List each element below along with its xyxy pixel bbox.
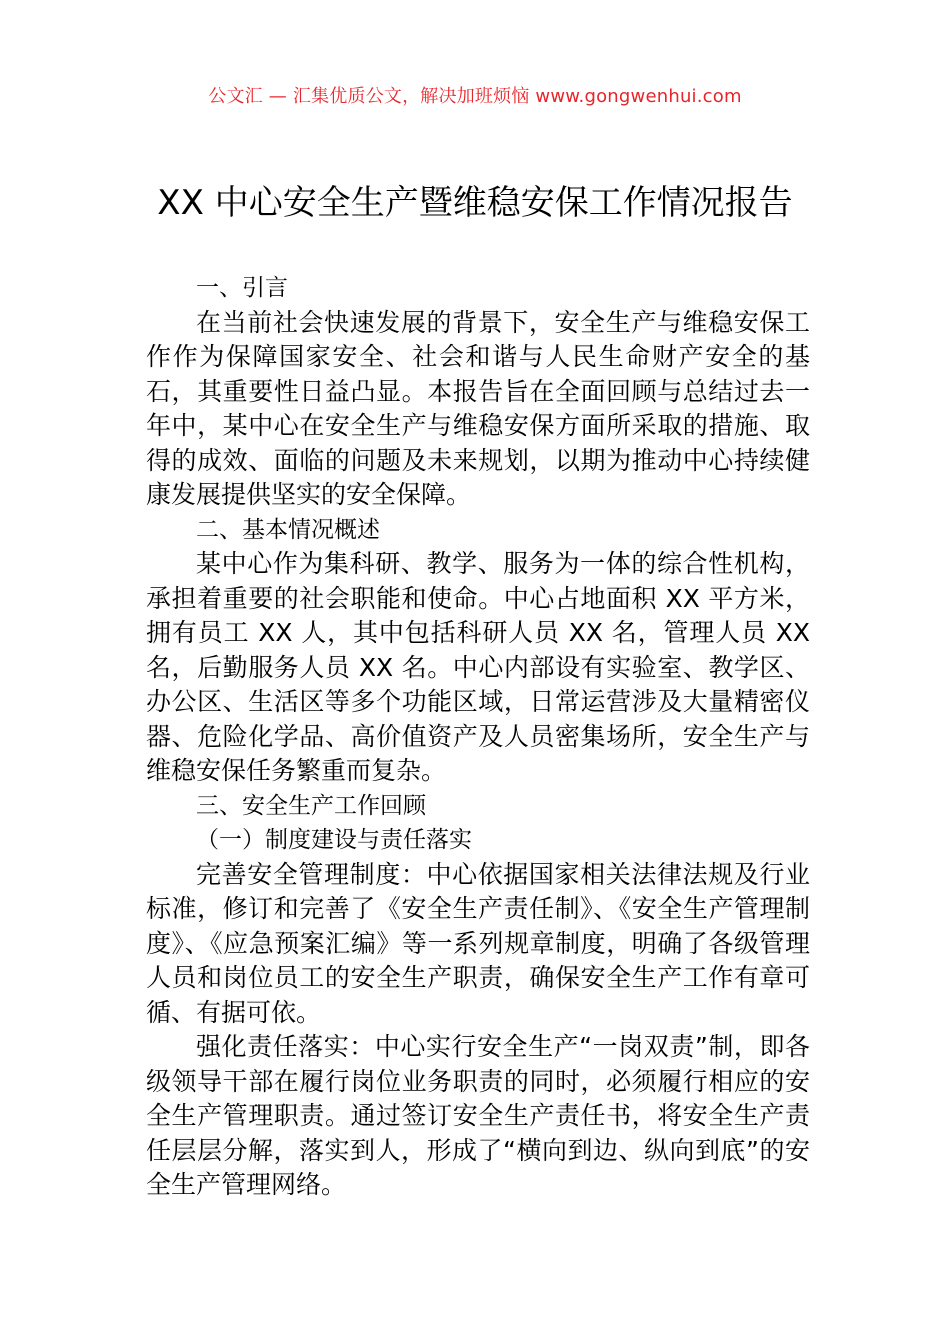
- paragraph: 某中心作为集科研、教学、服务为一体的综合性机构，承担着重要的社会职能和使命。中心占地面积 XX 平方米，拥有员工 XX 人，其中包括科研人员 XX 名，管理人员 XX 名，后勤服务人员 XX 名。中心内部设有实验室、教学区、办公区、生活区等多个功能区域，日常运营涉及大量精密仪器、危险化学品、高价值资产及人员密集场所，安全生产与维稳安保任务繁重而复杂。: [146, 549, 810, 785]
- paragraph: 在当前社会快速发展的背景下，安全生产与维稳安保工作作为保障国家安全、社会和谐与人民生命财产安全的基石，其重要性日益凸显。本报告旨在全面回顾与总结过去一年中，某中心在安全生产与维稳安保方面所采取的措施、取得的成效、面临的问题及未来规划，以期为推动中心持续健康发展提供坚实的安全保障。: [146, 307, 810, 509]
- paragraph: 强化责任落实：中心实行安全生产“一岗双责”制，即各级领导干部在履行岗位业务职责的同时，必须履行相应的安全生产管理职责。通过签订安全生产责任书，将安全生产责任层层分解，落实到人，形成了“横向到边、纵向到底”的安全生产管理网络。: [146, 1032, 810, 1199]
- document-body: [146, 271, 810, 1203]
- section-heading-overview: 二、基本情况概述: [196, 516, 380, 543]
- section-heading-introduction: 一、引言: [196, 275, 288, 301]
- subsection-heading-system-building: （一）制度建设与责任落实: [196, 827, 472, 853]
- paragraph: 完善安全管理制度：中心依据国家相关法律法规及行业标准，修订和完善了《安全生产责任制》、《安全生产管理制度》、《应急预案汇编》等一系列规章制度，明确了各级管理人员和岗位员工的安全生产职责，确保安全生产工作有章可循、有据可依。: [146, 859, 810, 1027]
- site-banner: 公文汇 — 汇集优质公文，解决加班烦恼 www.gongwenhui.com: [208, 86, 742, 107]
- document-title: XX 中心安全生产暨维稳安保工作情况报告: [157, 183, 793, 223]
- section-heading-safety-review: 三、安全生产工作回顾: [196, 792, 426, 819]
